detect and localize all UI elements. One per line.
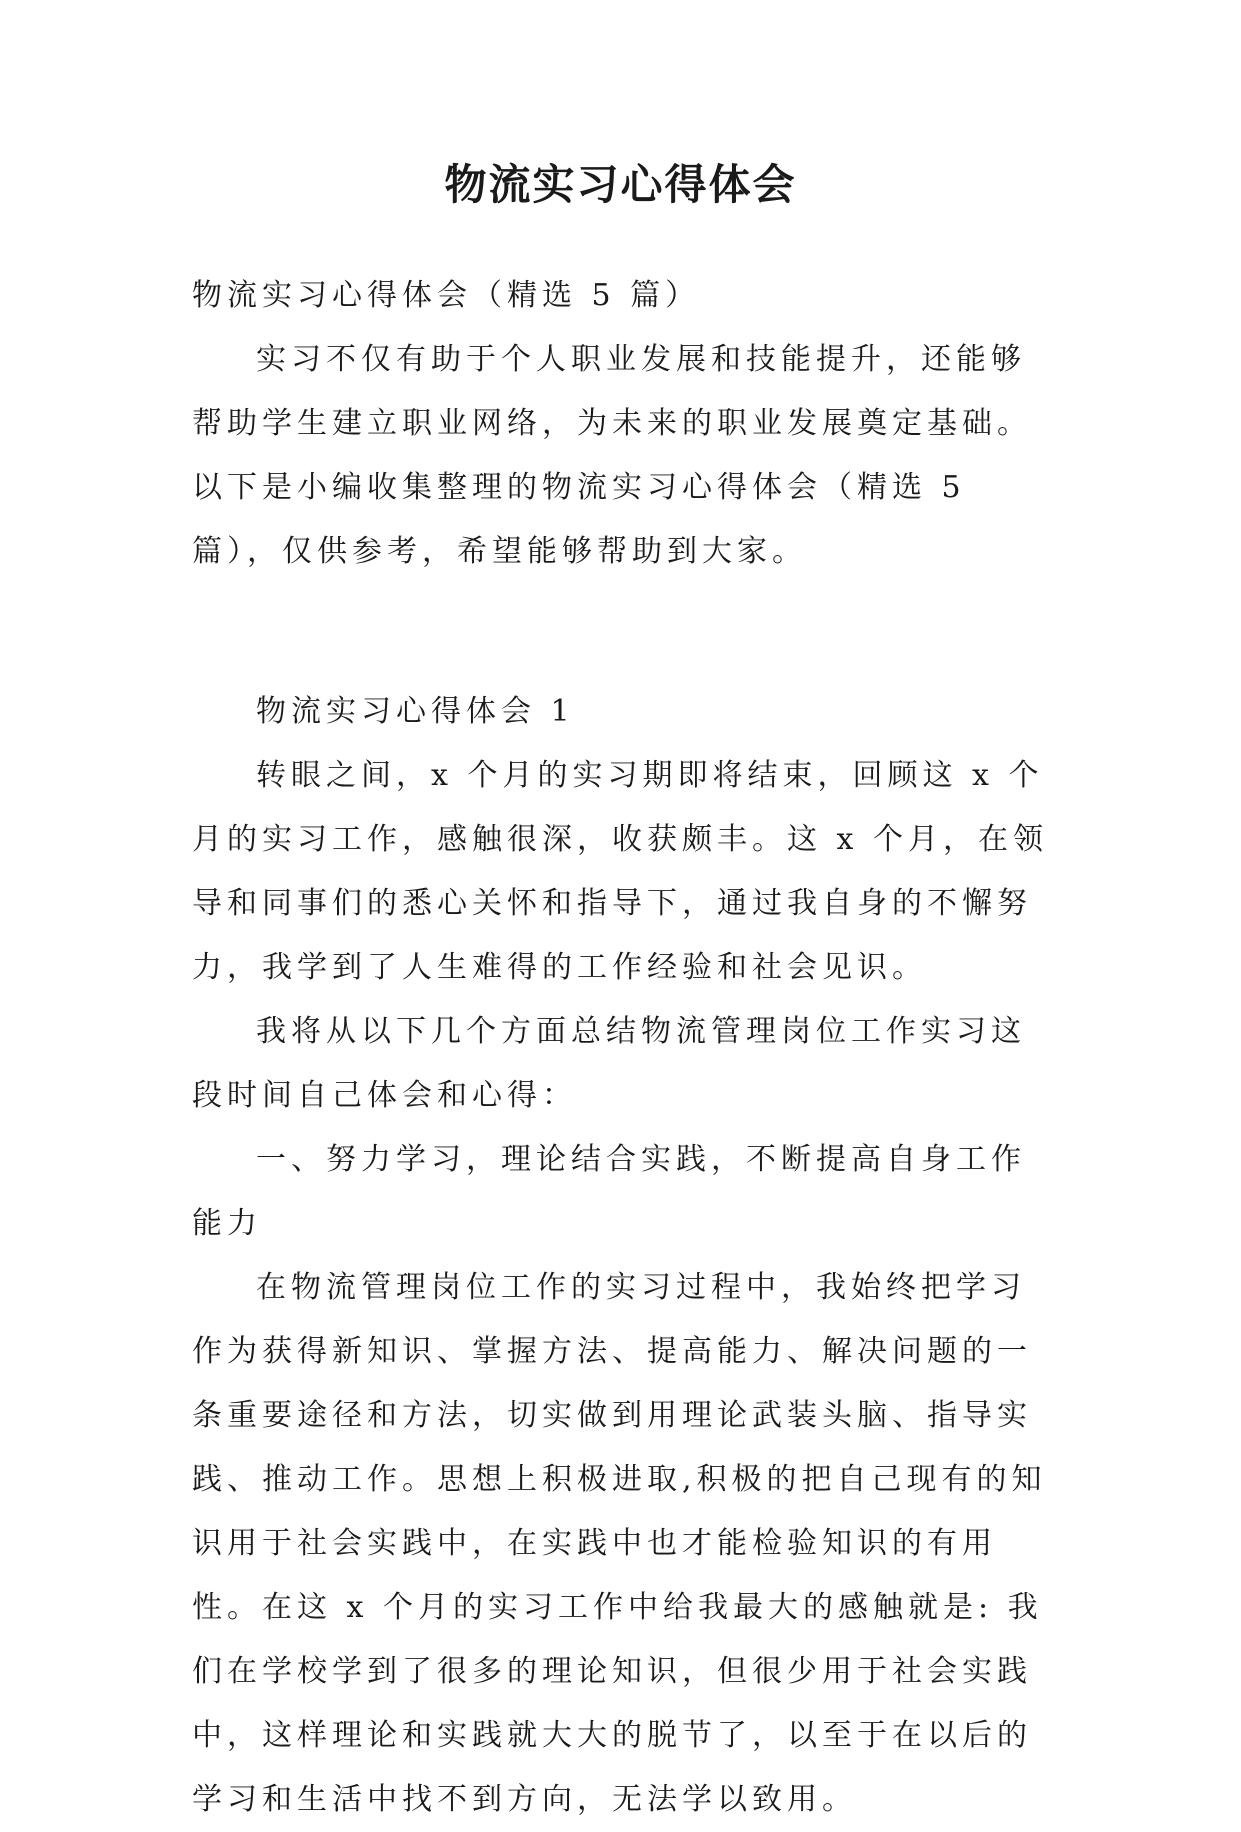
document-subtitle: 物流实习心得体会（精选 5 篇） [192,278,701,313]
body-paragraph: 在物流管理岗位工作的实习过程中，我始终把学习作为获得新知识、掌握方法、提高能力、解决问题的一条重要途径和方法，切实做到用理论武装头脑、指导实践、推动工作。思想上积极进取,积极的把自己现有的知识用于社会实践中，在实践中也才能检验知识的有用性。在这 x 个月的实习工作中给我最大的感触就是: 我们在学校学到了很多的理论知识，但很少用于社会实践中，这样理论和实践就大大的脱节了，以至于在以后的学习和生活中找不到方向，无法学以致用。 [192,1270,1047,1817]
section-spacer [192,584,1054,680]
section-heading: 物流实习心得体会 1 [256,694,575,729]
intro-paragraph: 实习不仅有助于个人职业发展和技能提升，还能够帮助学生建立职业网络，为未来的职业发展奠定基础。以下是小编收集整理的物流实习心得体会（精选 5 篇），仅供参考，希望能够帮助到大家。 [192,342,1032,569]
body-paragraph: 转眼之间，x 个月的实习期即将结束，回顾这 x 个月的实习工作，感触很深，收获颇丰。这 x 个月，在领导和同事们的悉心关怀和指导下，通过我自身的不懈努力，我学到了人生难得的工作经验和社会见识。 [192,758,1048,985]
document-body [192,264,1054,1832]
body-paragraph: 我将从以下几个方面总结物流管理岗位工作实习这段时间自己体会和心得： [192,1014,1026,1113]
document-title: 物流实习心得体会 [444,160,797,209]
subsection-heading: 一、努力学习，理论结合实践，不断提高自身工作能力 [192,1142,1026,1241]
